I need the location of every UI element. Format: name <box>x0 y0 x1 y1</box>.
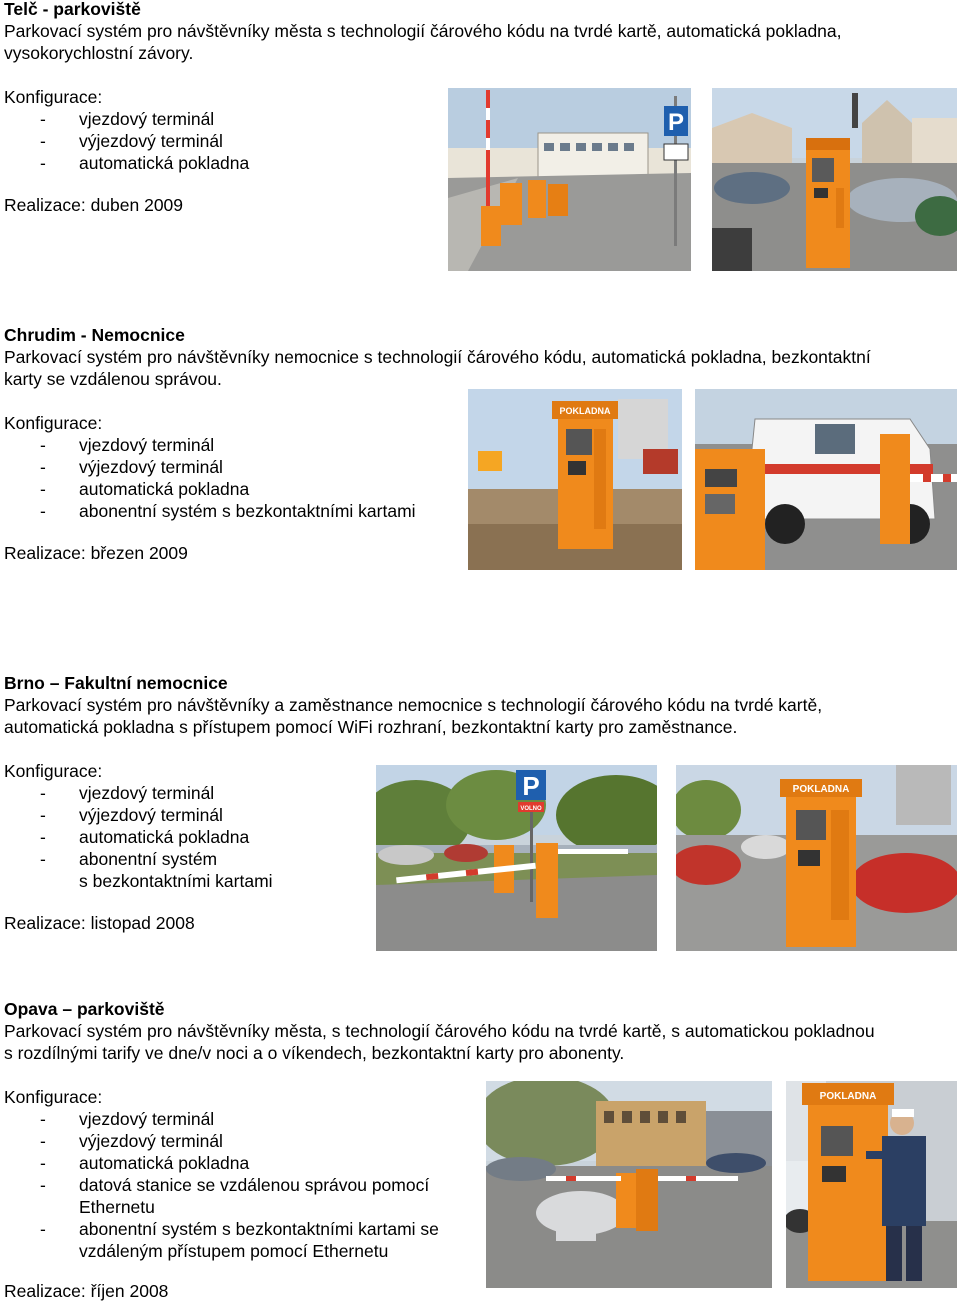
photo-telc-pay-station <box>712 88 957 271</box>
photo-chrudim-ambulance-barrier <box>695 389 957 570</box>
config-list <box>4 1108 439 1262</box>
section-description-line: vysokorychlostní závory. <box>4 43 194 63</box>
config-label: Konfigurace: <box>4 413 103 433</box>
config-item: - automatická pokladna <box>40 1153 250 1173</box>
config-label: Konfigurace: <box>4 87 103 107</box>
parking-sign-letter: P <box>522 771 540 801</box>
config-item: - výjezdový terminál <box>40 805 223 825</box>
photo-telc-entry-barriers <box>448 88 691 271</box>
section-title-opava: Opava – parkoviště <box>4 999 165 1019</box>
realization-date: Realizace: duben 2009 <box>4 195 184 215</box>
section-title-chrudim: Chrudim - Nemocnice <box>4 325 185 345</box>
config-item: - abonentní systém s bezkontaktními kartami se vzdáleným přístupem pomocí Ethernetu <box>40 1219 439 1261</box>
photo-brno-pay-station <box>676 765 957 951</box>
config-item: - výjezdový terminál <box>40 457 223 477</box>
section-description-line: Parkovací systém pro návštěvníky města, s technologií čárového kódu na tvrdé kartě, s automatickou pokladnou <box>4 1021 875 1041</box>
config-label: Konfigurace: <box>4 761 103 781</box>
photo-opava-barriers <box>486 1081 772 1288</box>
config-list <box>4 108 249 174</box>
config-item: - výjezdový terminál <box>40 1131 223 1151</box>
photo-opava-pay-station <box>786 1081 957 1288</box>
config-label: Konfigurace: <box>4 1087 103 1107</box>
config-list <box>4 782 273 892</box>
config-item: - vjezdový terminál <box>40 783 215 803</box>
kiosk-label: POKLADNA <box>792 784 850 795</box>
section-description-line: automatická pokladna s přístupem pomocí WiFi rozhraní, bezkontaktní karty pro zaměstnance. <box>4 717 738 737</box>
kiosk-label: POKLADNA <box>559 406 611 416</box>
realization-date: Realizace: březen 2009 <box>4 543 188 563</box>
config-item: - abonentní systém s bezkontaktními kartami <box>40 501 416 521</box>
config-item: - vjezdový terminál <box>40 109 215 129</box>
config-item: - vjezdový terminál <box>40 1109 215 1129</box>
section-description-line: Parkovací systém pro návštěvníky a zaměstnance nemocnice s technologií čárového kódu na tvrdé kartě, <box>4 695 823 715</box>
section-title-brno: Brno – Fakultní nemocnice <box>4 673 228 693</box>
realization-date: Realizace: listopad 2008 <box>4 913 195 933</box>
photo-brno-barriers <box>376 765 657 951</box>
section-description-line: s rozdílnými tarify ve dne/v noci a o víkendech, bezkontaktní karty pro abonenty. <box>4 1043 625 1063</box>
kiosk-label: POKLADNA <box>819 1091 877 1102</box>
config-item: - vjezdový terminál <box>40 435 215 455</box>
section-description-line: Parkovací systém pro návštěvníky města s technologií čárového kódu na tvrdé kartě, automatická pokladna, <box>4 21 842 41</box>
config-item: - výjezdový terminál <box>40 131 223 151</box>
config-item: - automatická pokladna <box>40 153 250 173</box>
config-item: - datová stanice se vzdálenou správou pomocí Ethernetu <box>40 1175 430 1217</box>
photo-chrudim-pay-station <box>468 389 682 570</box>
config-list <box>4 434 416 522</box>
volno-sign: VOLNO <box>520 806 542 812</box>
parking-sign-letter: P <box>667 109 685 136</box>
section-title-telc: Telč - parkoviště <box>4 0 141 19</box>
section-description-line: karty se vzdálenou správou. <box>4 369 222 389</box>
config-item: - automatická pokladna <box>40 827 250 847</box>
section-description-line: Parkovací systém pro návštěvníky nemocnice s technologií čárového kódu, automatická pokladna, bezkontaktní <box>4 347 871 367</box>
config-item: - abonentní systém s bezkontaktními kartami <box>40 849 273 891</box>
config-item: - automatická pokladna <box>40 479 250 499</box>
realization-date: Realizace: říjen 2008 <box>4 1281 169 1301</box>
